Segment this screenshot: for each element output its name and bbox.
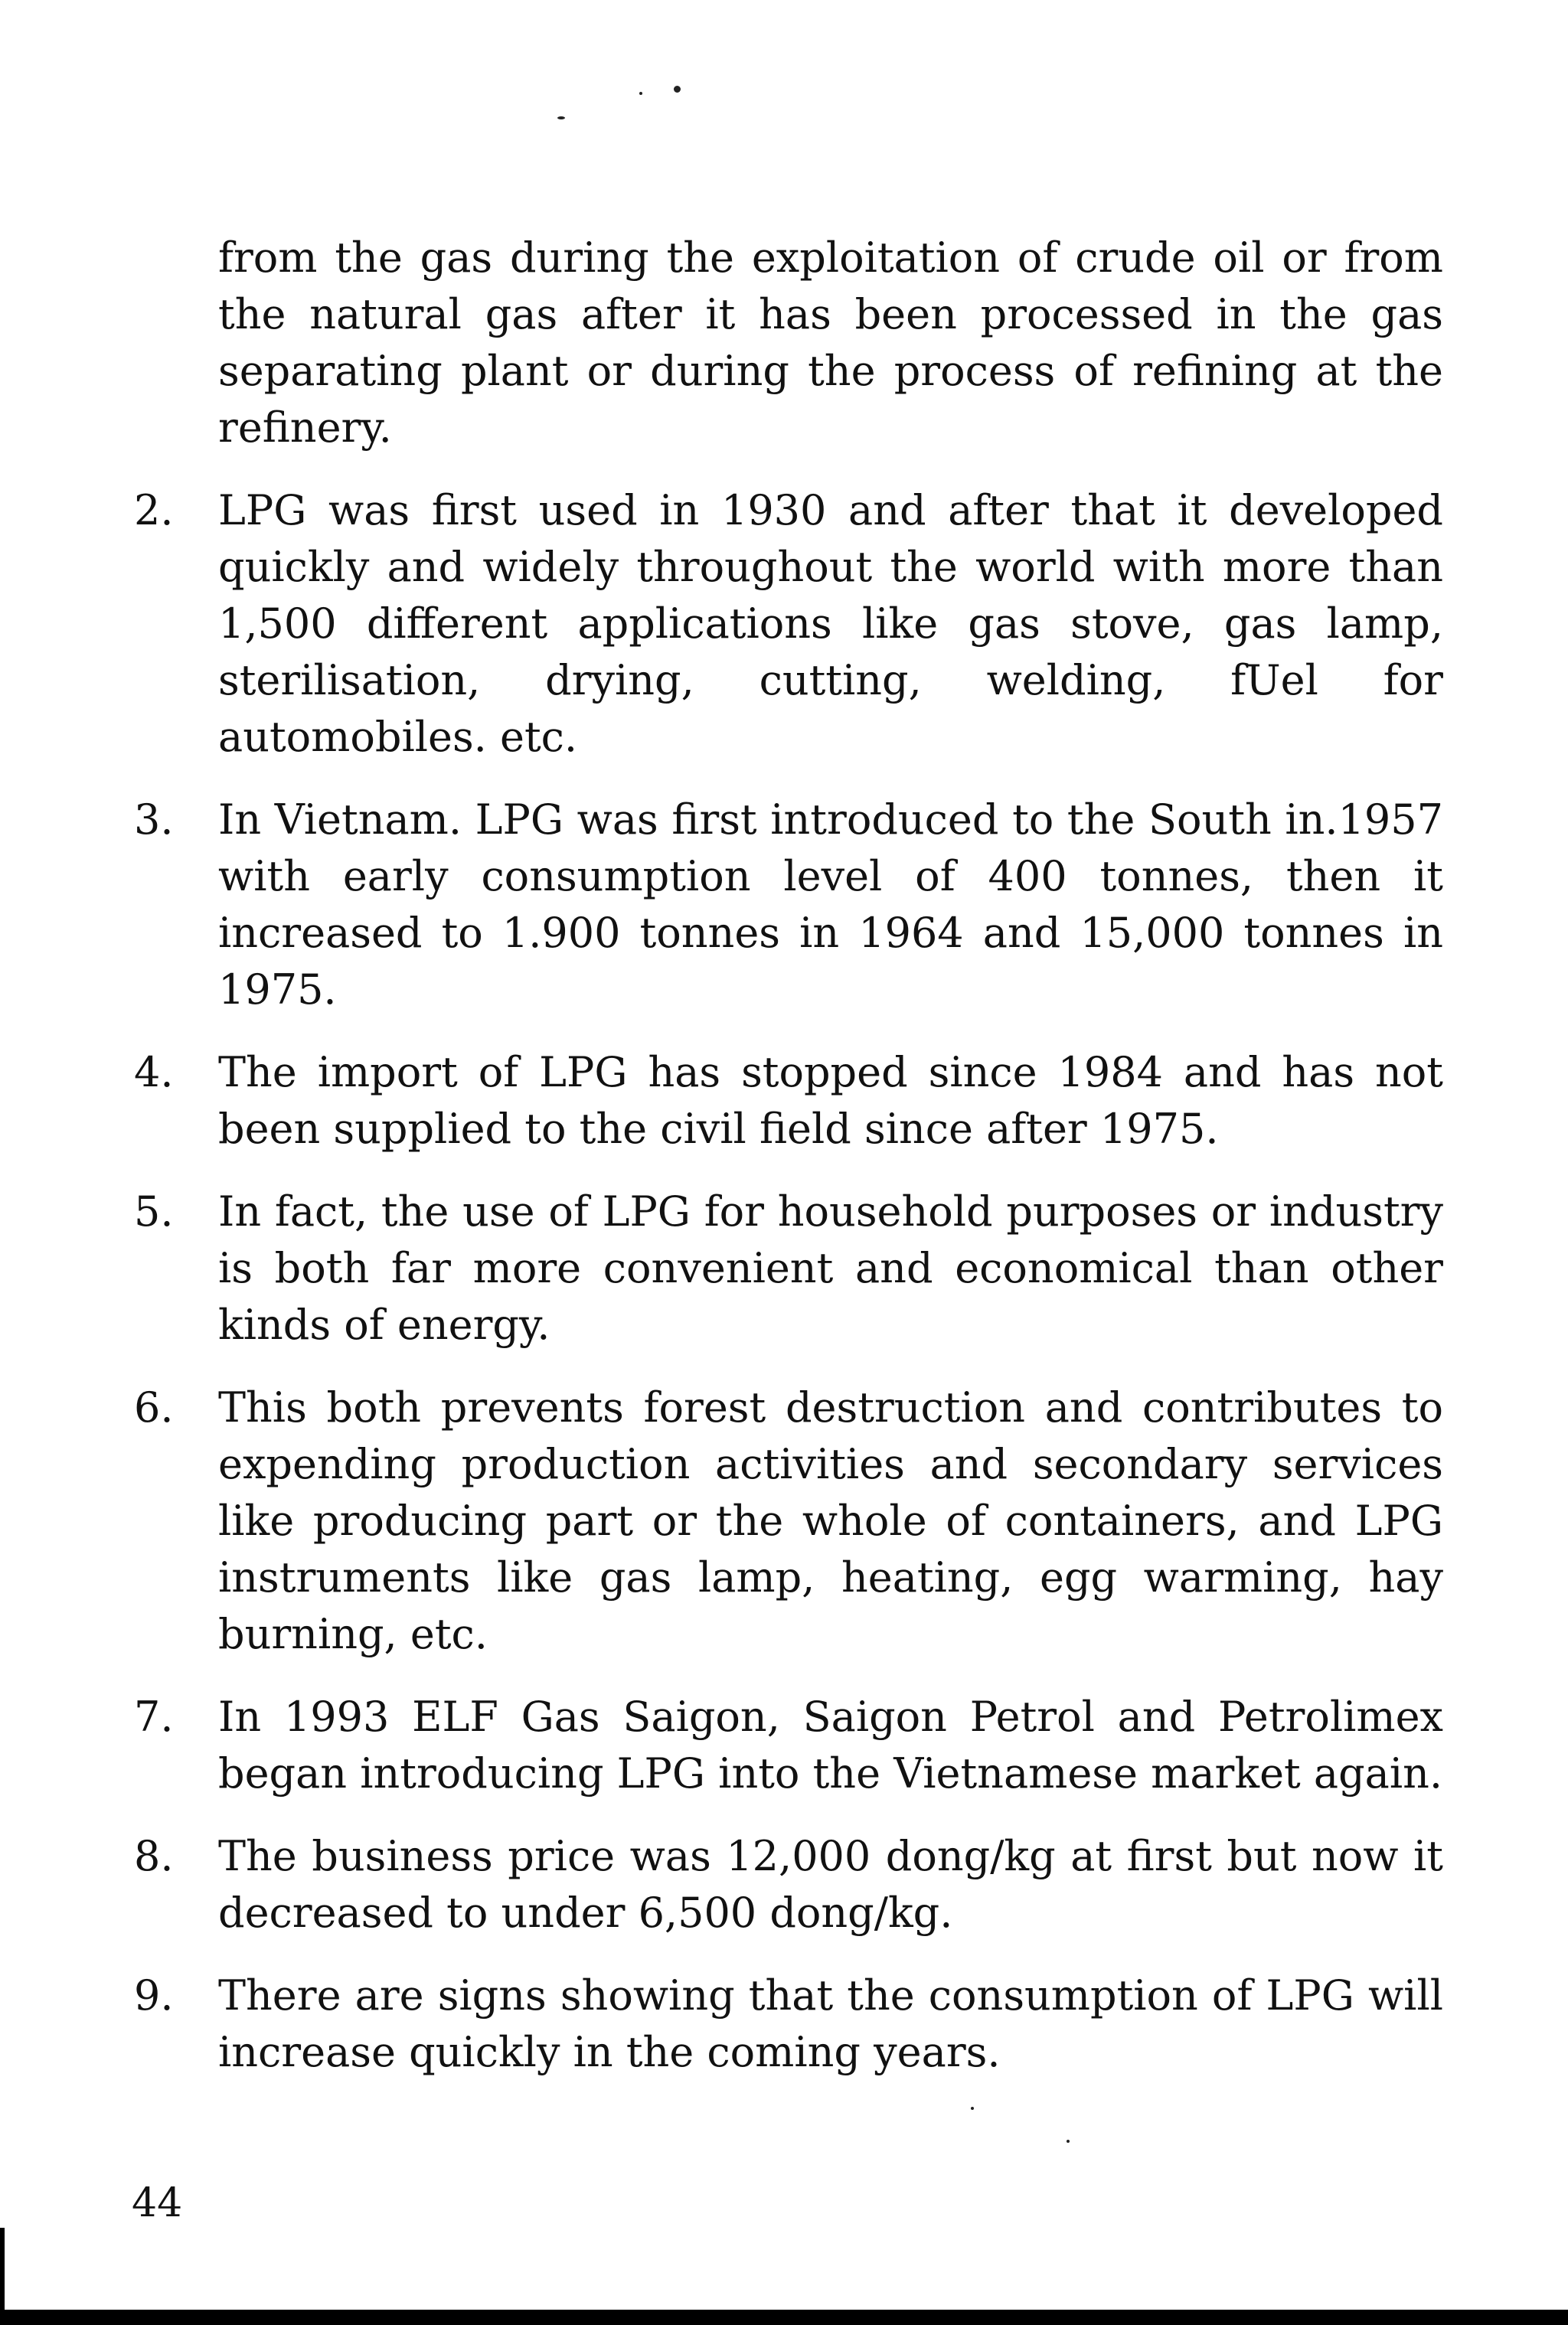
list-item-number: 5. (134, 1187, 174, 1236)
scan-edge-bottom (0, 2310, 1568, 2325)
list-item-number: 2. (134, 486, 174, 534)
list-item-text: In Vietnam. LPG was first introduced to the South in.1957 with early consumption level of 400 tonnes, then it increased to 1.900 tonnes in 1964 and 15,000 tonnes in 1975. (218, 795, 1443, 1014)
list-item (134, 1828, 1443, 1941)
list-item (134, 1967, 1443, 2081)
list-item-number: 4. (134, 1048, 174, 1096)
list-item (134, 482, 1443, 766)
scan-speck (971, 2107, 974, 2110)
list-item (134, 1689, 1443, 1802)
scan-speck (674, 86, 681, 93)
list-item-text: In 1993 ELF Gas Saigon, Saigon Petrol and Petrolimex began introducing LPG into the Vietnamese market again. (218, 1693, 1443, 1798)
list-item-number: 8. (134, 1832, 174, 1880)
list-item-text: LPG was first used in 1930 and after that it developed quickly and widely throughout the world with more than 1,500 different applications like gas stove, gas lamp, sterilisation, drying, cutting, welding, fUel for automobiles. etc. (218, 486, 1443, 761)
intro-paragraph: from the gas during the exploitation of crude oil or from the natural gas after it has been processed in the gas separating plant or during the process of refining at the refinery. (218, 233, 1443, 452)
list-item (134, 792, 1443, 1018)
list-item-text: The business price was 12,000 dong/kg at first but now it decreased to under 6,500 dong/kg. (218, 1832, 1443, 1937)
scan-speck (639, 92, 642, 95)
list-item (134, 1044, 1443, 1158)
list-item-number: 3. (134, 795, 174, 844)
page-number: 44 (132, 2180, 183, 2226)
list-item-number: 7. (134, 1693, 174, 1741)
list-item-text: In fact, the use of LPG for household purposes or industry is both far more convenient and economical than other kinds of energy. (218, 1187, 1443, 1349)
list-item (134, 1184, 1443, 1354)
scan-speck (1067, 2140, 1070, 2143)
document-body (134, 230, 1443, 2081)
list-item-number: 9. (134, 1971, 174, 2020)
list-item-text: The import of LPG has stopped since 1984 and has not been supplied to the civil field since after 1975. (218, 1048, 1443, 1153)
list-item-number: 6. (134, 1383, 174, 1432)
scan-speck (557, 116, 565, 119)
list-item-text: There are signs showing that the consumption of LPG will increase quickly in the coming years. (218, 1971, 1443, 2076)
list-item (134, 1380, 1443, 1663)
list-item-text: This both prevents forest destruction and contributes to expending production activities and secondary services like producing part or the whole of containers, and LPG instruments like gas lamp, heating, egg warming, hay burning, etc. (218, 1383, 1443, 1658)
